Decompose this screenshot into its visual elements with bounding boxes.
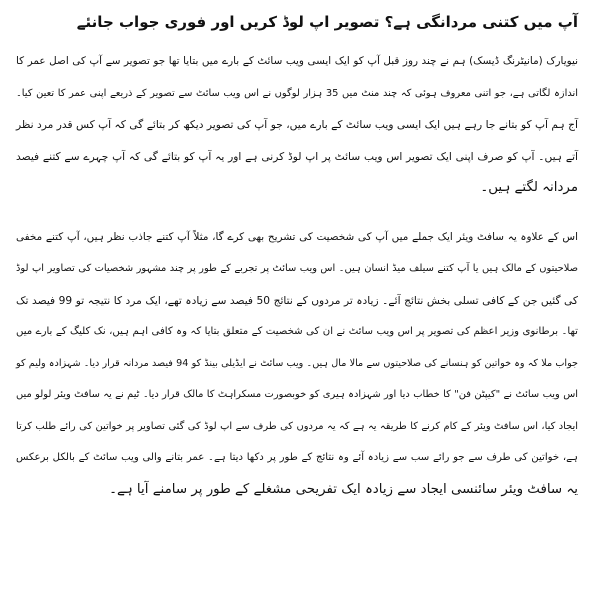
paragraph-line: کی گئیں جن کے کافی تسلی بخش نتائج آئے۔ زیادہ تر مردوں کے نتائج 50 فیصد سے زیادہ تھے، ایک مرد کا نتیجہ تو 99 فیصد تک (16, 293, 578, 307)
article-headline: آپ میں کتنی مردانگی ہے؟ تصویر اپ لوڈ کریں اور فوری جواب جانئے (76, 13, 578, 31)
paragraph-line: آج ہم آپ کو بتانے جا رہے ہیں ایک ایسی ویب سائٹ کے بارے میں، جو آپ کی تصویر دیکھ کر بتائے گی کہ آپ کس قدر مرد نظر (16, 118, 578, 131)
paragraph-line: نیویارک (مانیٹرنگ ڈیسک) ہم نے چند روز قبل آپ کو ایک ایسی ویب سائٹ کے بارے میں بتایا تھا جو تصویر سے آپ کی اصل عمر کا (16, 55, 578, 67)
paragraph-line: مردانہ لگتے ہیں۔ (480, 180, 578, 195)
article-paragraph-1 (16, 46, 578, 204)
paragraph-line: تھا۔ برطانوی وزیر اعظم کی تصویر پر اس ویب سائٹ نے ان کی شخصیت کے متعلق بتایا کہ وہ کافی اہم ہیں، نک کلیگ کے بارے میں (16, 326, 578, 337)
paragraph-line: اس ویب سائٹ نے "کیپٹن فن" کا خطاب دیا اور شہزادہ ہیری کو خوبصورت مسکراہٹ کا مالک قرار دیا۔ ٹیم نے یہ سافٹ ویئر لولو میں (16, 389, 578, 400)
paragraph-line: صلاحیتوں کے مالک ہیں یا آپ کتنے سیلف میڈ انسان ہیں۔ اس ویب سائٹ پر تجربے کے طور پر چند مشہور شخصیات کی تصاویر اپ لوڈ (16, 263, 578, 274)
paragraph-line: یہ سافٹ ویئر سائنسی ایجاد سے زیادہ ایک تفریحی مشغلے کے طور پر سامنے آیا ہے۔ (109, 481, 578, 497)
paragraph-line: اس کے علاوہ یہ سافٹ ویئر ایک جملے میں آپ کی شخصیت کی تشریح بھی کرے گا، مثلاً آپ کتنے جاذب نظر ہیں، آپ کتنے مخفی (16, 230, 578, 243)
article-paragraph-2 (16, 222, 578, 506)
paragraph-line: ہے، خواتین کی طرف سے جو رائے سب سے زیادہ آئے وہ نتائج کے طور پر دکھا دیتا ہے۔ عمر بتانے والی ویب سائٹ کے بالکل برعکس (16, 452, 578, 463)
paragraph-line: اندازہ لگاتی ہے، جو اتنی معروف ہوئی کہ چند منٹ میں 35 ہزار لوگوں نے اس ویب سائٹ سے تصویر کے ذریعے اپنی عمر کا تعین کیا۔ (16, 87, 578, 99)
paragraph-spacer (16, 204, 578, 222)
paragraph-line: جواب ملا کہ وہ خواتین کو ہنسانے کی صلاحیتوں سے مالا مال ہیں۔ ویب سائٹ نے ایڈیلی بینڈ کو 94 فیصد مردانہ قرار دیا۔ شہزادہ ولیم کو (16, 357, 578, 369)
paragraph-line: ایجاد کیا، اس سافٹ ویئر کے کام کرنے کا طریقہ یہ ہے کہ یہ مردوں کی طرف سے اپ لوڈ کی گئی تصاویر پر خواتین کی رائے طلب کرتا (16, 420, 578, 432)
paragraph-line: آتے ہیں۔ آپ کو صرف اپنی ایک تصویر اس ویب سائٹ پر اپ لوڈ کرنی ہے اور یہ آپ کو بتائے گی کہ آپ چہرے سے کتنے فیصد (16, 149, 578, 163)
